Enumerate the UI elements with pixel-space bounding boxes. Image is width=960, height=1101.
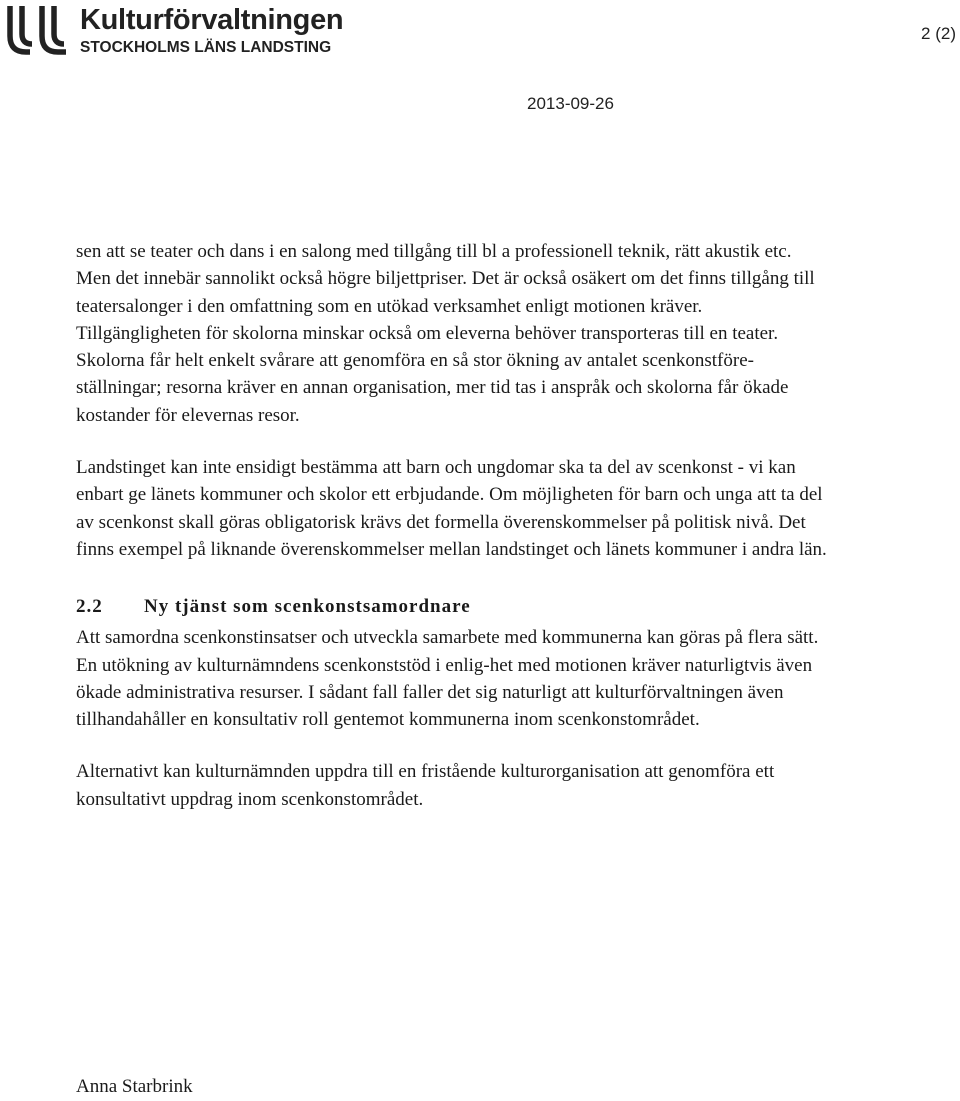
- page-number: 2 (2): [921, 24, 956, 43]
- body-paragraph: sen att se teater och dans i en salong med tillgång till bl a professionell teknik, rätt akustik etc. Men det innebär sannolikt också högre biljettpriser. Det är också osäkert om det finns tillgång till teatersalonger i den omfattning som en utökad verksamhet enligt motionen kräver. Tillgängligheten för skolorna minskar också om eleverna behöver transporteras till en teater. Skolorna får helt enkelt svårare att genomföra en så stor ökning av antalet scenkonstföre-ställningar; resorna kräver en annan organisation, mer tid tas i anspråk och skolorna får ökade kostander för elevernas resor.: [76, 241, 815, 426]
- sll-logo-mark-icon: [4, 4, 72, 58]
- body-paragraph: Landstinget kan inte ensidigt bestämma att barn och ungdomar ska ta del av scenkonst - vi kan enbart ge länets kommuner och skolor ett erbjudande. Om möjligheten för barn och unga att ta del av scenkonst skall göras obligatorisk krävs det formella överenskommelser på politisk nivå. Det finns exempel på liknande överenskommelser mellan landstinget och länets kommuner i andra län.: [76, 457, 827, 560]
- section-number: 2.2: [76, 596, 103, 618]
- logo-subtitle: STOCKHOLMS LÄNS LANDSTING: [80, 39, 332, 56]
- body-paragraph: Alternativt kan kulturnämnden uppdra till en fristående kulturorganisation att genomföra ett konsultativt uppdrag inom scenkonstområdet.: [76, 761, 775, 810]
- section-heading: [76, 593, 828, 620]
- body-paragraph: Att samordna scenkonstinsatser och utveckla samarbete med kommunerna kan göras på flera sätt. En utökning av kulturnämndens scenkonststöd i enlig-het med motionen kräver naturligtvis även ökade administrativa resurser. I sådant fall faller det sig naturligt att kulturförvaltningen även tillhandahåller en konsultativ roll gentemot kommunerna inom scenkonstområdet.: [76, 627, 819, 731]
- document-body: [76, 238, 828, 813]
- logo-title: Kulturförvaltningen: [80, 4, 344, 36]
- logo: [4, 4, 374, 58]
- signature-name: Anna Starbrink: [76, 1076, 193, 1097]
- document-date: 2013-09-26: [527, 94, 614, 113]
- section-title: Ny tjänst som scenkonstsamordnare: [144, 596, 471, 618]
